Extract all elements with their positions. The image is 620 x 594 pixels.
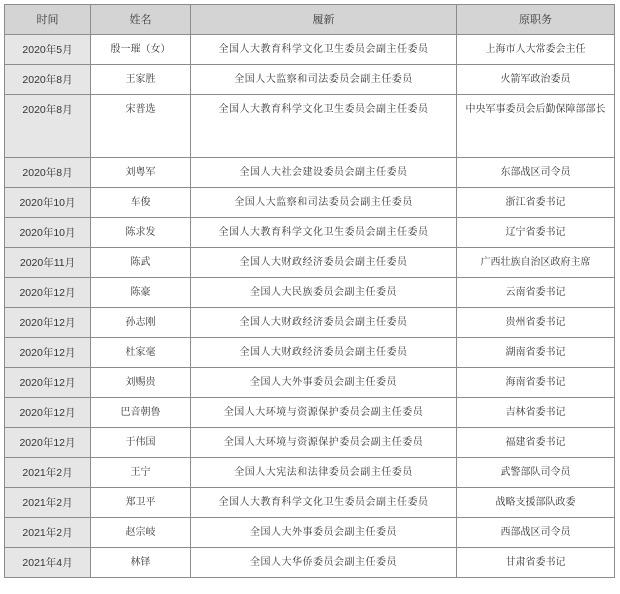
cell-previous-role: 云南省委书记 [457,278,615,308]
cell-time: 2020年12月 [5,308,91,338]
header-new-role: 履新 [191,5,457,35]
table-row [5,35,615,65]
cell-time: 2020年12月 [5,368,91,398]
cell-new-role: 全国人大教育科学文化卫生委员会副主任委员 [191,218,457,248]
cell-new-role: 全国人大宪法和法律委员会副主任委员 [191,458,457,488]
cell-previous-role: 吉林省委书记 [457,398,615,428]
cell-new-role: 全国人大民族委员会副主任委员 [191,278,457,308]
cell-previous-role: 东部战区司令员 [457,158,615,188]
table-row [5,338,615,368]
table-row [5,518,615,548]
appointments-table [4,4,615,578]
cell-previous-role: 西部战区司令员 [457,518,615,548]
header-row [5,5,615,35]
cell-name: 刘粤军 [91,158,191,188]
header-name: 姓名 [91,5,191,35]
cell-name: 孙志刚 [91,308,191,338]
cell-new-role: 全国人大监察和司法委员会副主任委员 [191,65,457,95]
cell-previous-role: 广西壮族自治区政府主席 [457,248,615,278]
cell-time: 2020年12月 [5,338,91,368]
cell-previous-role: 贵州省委书记 [457,308,615,338]
cell-new-role: 全国人大监察和司法委员会副主任委员 [191,188,457,218]
cell-previous-role: 甘肃省委书记 [457,548,615,578]
cell-time: 2020年8月 [5,158,91,188]
header-previous-role: 原职务 [457,5,615,35]
cell-time: 2020年12月 [5,428,91,458]
cell-new-role: 全国人大环境与资源保护委员会副主任委员 [191,398,457,428]
cell-name: 郑卫平 [91,488,191,518]
table-row [5,248,615,278]
cell-new-role: 全国人大教育科学文化卫生委员会副主任委员 [191,95,457,158]
table-row [5,308,615,338]
cell-new-role: 全国人大财政经济委员会副主任委员 [191,338,457,368]
cell-new-role: 全国人大外事委员会副主任委员 [191,368,457,398]
table-row [5,278,615,308]
cell-name: 陈武 [91,248,191,278]
cell-time: 2020年8月 [5,65,91,95]
cell-previous-role: 海南省委书记 [457,368,615,398]
table-row [5,65,615,95]
cell-name: 王家胜 [91,65,191,95]
cell-previous-role: 火箭军政治委员 [457,65,615,95]
cell-previous-role: 中央军事委员会后勤保障部部长 [457,95,615,158]
appointments-table-container [4,4,614,578]
cell-name: 杜家毫 [91,338,191,368]
table-row [5,398,615,428]
cell-name: 陈求发 [91,218,191,248]
cell-time: 2020年11月 [5,248,91,278]
cell-new-role: 全国人大外事委员会副主任委员 [191,518,457,548]
cell-name: 林铎 [91,548,191,578]
cell-previous-role: 武警部队司令员 [457,458,615,488]
table-row [5,488,615,518]
cell-new-role: 全国人大教育科学文化卫生委员会副主任委员 [191,35,457,65]
cell-name: 于伟国 [91,428,191,458]
table-row [5,218,615,248]
table-header [5,5,615,35]
cell-new-role: 全国人大华侨委员会副主任委员 [191,548,457,578]
cell-time: 2020年12月 [5,278,91,308]
cell-time: 2021年2月 [5,458,91,488]
cell-new-role: 全国人大社会建设委员会副主任委员 [191,158,457,188]
cell-previous-role: 浙江省委书记 [457,188,615,218]
cell-name: 赵宗岐 [91,518,191,548]
cell-name: 车俊 [91,188,191,218]
cell-previous-role: 战略支援部队政委 [457,488,615,518]
cell-name: 殷一璀（女） [91,35,191,65]
cell-new-role: 全国人大环境与资源保护委员会副主任委员 [191,428,457,458]
cell-name: 宋普选 [91,95,191,158]
cell-new-role: 全国人大财政经济委员会副主任委员 [191,308,457,338]
table-row [5,158,615,188]
cell-time: 2021年2月 [5,518,91,548]
table-body [5,35,615,578]
cell-new-role: 全国人大教育科学文化卫生委员会副主任委员 [191,488,457,518]
cell-name: 刘赐贵 [91,368,191,398]
cell-time: 2021年2月 [5,488,91,518]
cell-previous-role: 湖南省委书记 [457,338,615,368]
cell-time: 2020年8月 [5,95,91,158]
table-row [5,458,615,488]
table-row [5,188,615,218]
table-row [5,368,615,398]
cell-time: 2020年10月 [5,188,91,218]
cell-time: 2020年10月 [5,218,91,248]
cell-time: 2020年5月 [5,35,91,65]
cell-time: 2021年4月 [5,548,91,578]
table-row [5,428,615,458]
cell-new-role: 全国人大财政经济委员会副主任委员 [191,248,457,278]
header-time: 时间 [5,5,91,35]
table-row [5,548,615,578]
table-row [5,95,615,158]
cell-previous-role: 福建省委书记 [457,428,615,458]
cell-time: 2020年12月 [5,398,91,428]
cell-previous-role: 辽宁省委书记 [457,218,615,248]
cell-previous-role: 上海市人大常委会主任 [457,35,615,65]
cell-name: 巴音朝鲁 [91,398,191,428]
cell-name: 王宁 [91,458,191,488]
cell-name: 陈豪 [91,278,191,308]
